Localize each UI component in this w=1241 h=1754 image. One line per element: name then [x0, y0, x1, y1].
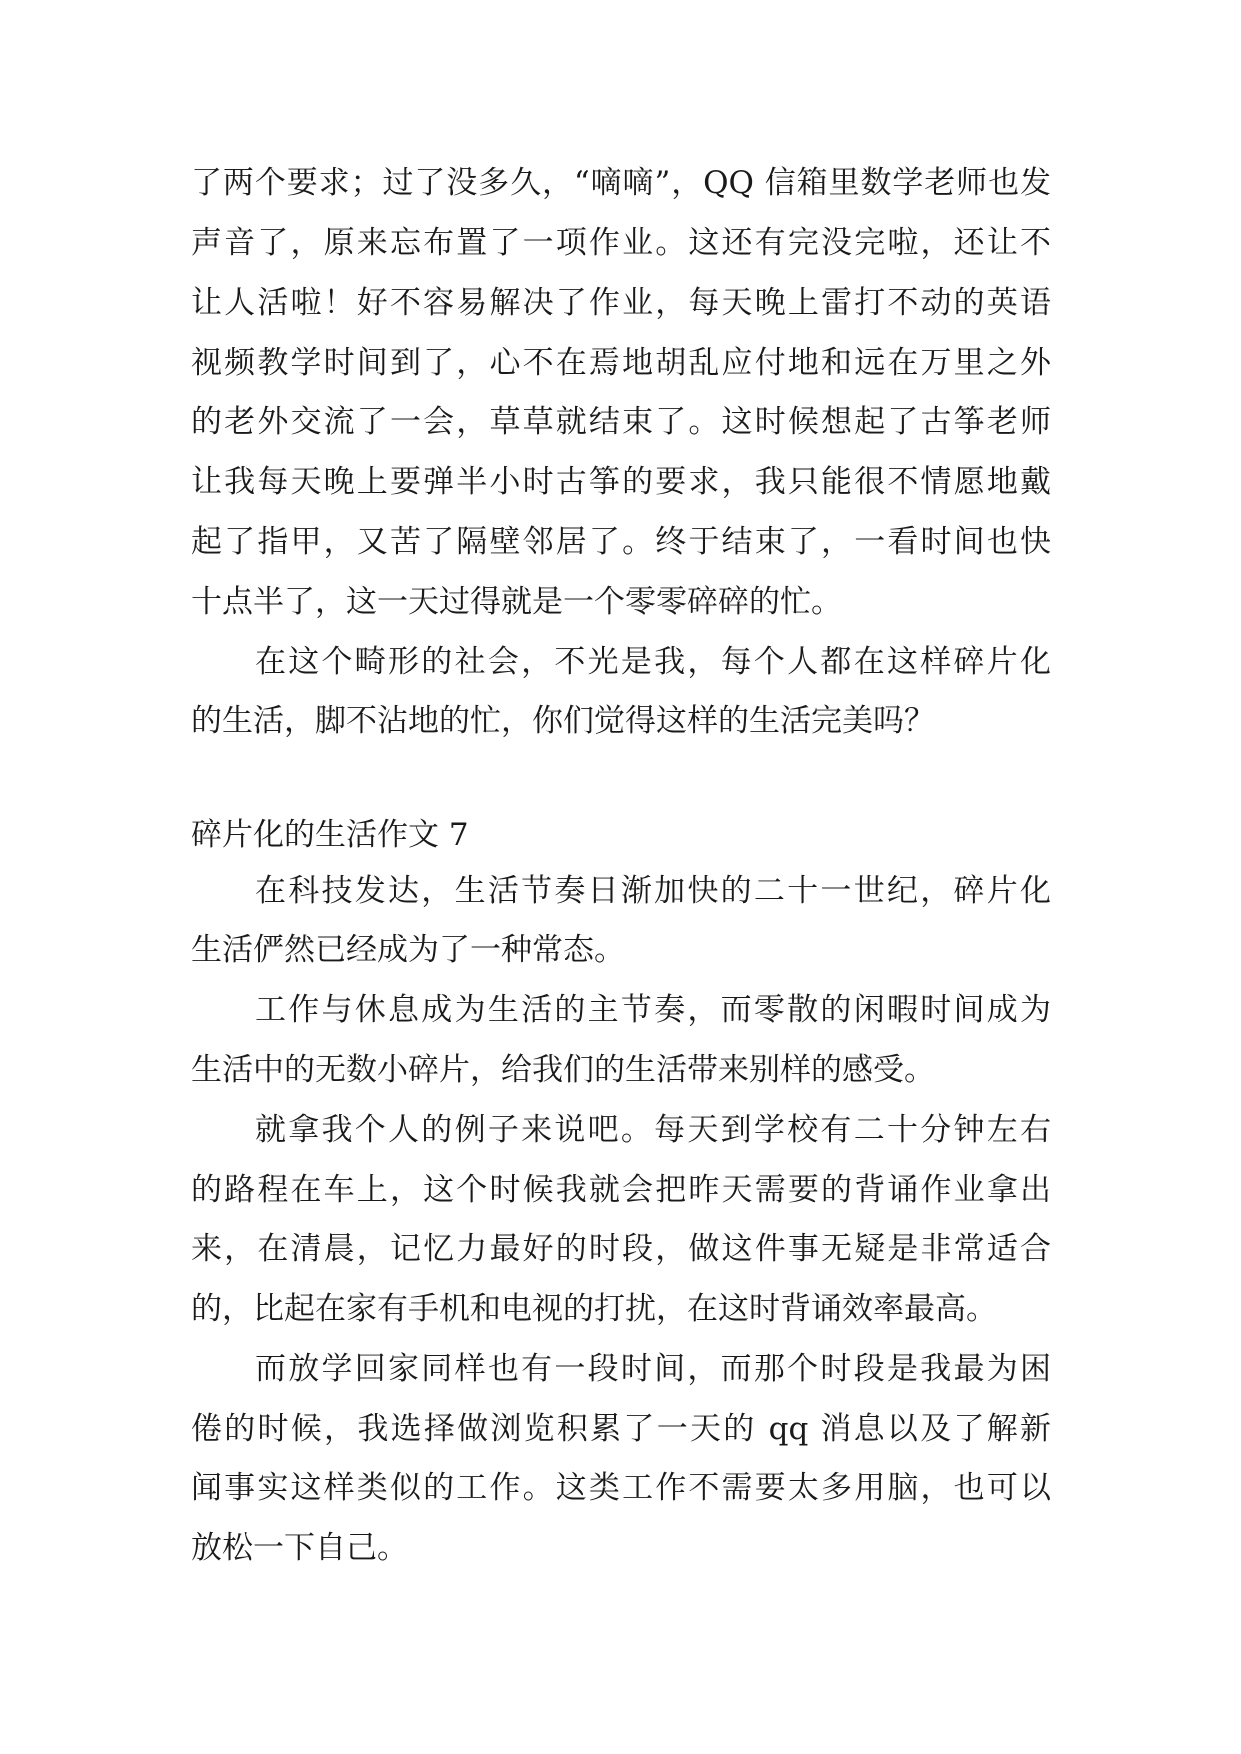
paragraph-first-line: 工作与休息成为生活的主节奏，而零散的闲暇时间成为	[255, 992, 1051, 1028]
text-line: 的路程在车上，这个时候我就会把昨天需要的背诵作业拿出	[191, 1172, 1051, 1208]
text-line: 让我每天晚上要弹半小时古筝的要求，我只能很不情愿地戴	[191, 464, 1051, 500]
text-line: 来，在清晨，记忆力最好的时段，做这件事无疑是非常适合	[191, 1231, 1051, 1267]
text-line: 让人活啦！好不容易解决了作业，每天晚上雷打不动的英语	[191, 285, 1051, 321]
text-line: 的生活，脚不沾地的忙，你们觉得这样的生活完美吗？	[191, 703, 935, 739]
text-line: 放松一下自己。	[191, 1530, 408, 1566]
paragraph-first-line: 而放学回家同样也有一段时间，而那个时段是我最为困	[255, 1351, 1051, 1387]
paragraph-first-line: 就拿我个人的例子来说吧。每天到学校有二十分钟左右	[255, 1112, 1051, 1148]
text-line: 声音了，原来忘布置了一项作业。这还有完没完啦，还让不	[191, 225, 1051, 261]
text-line: 闻事实这样类似的工作。这类工作不需要太多用脑，也可以	[191, 1470, 1051, 1506]
text-line: 起了指甲，又苦了隔壁邻居了。终于结束了，一看时间也快	[191, 524, 1051, 560]
text-line: 了两个要求；过了没多久，“嘀嘀”，QQ 信箱里数学老师也发	[191, 165, 1051, 201]
text-line: 十点半了，这一天过得就是一个零零碎碎的忙。	[191, 584, 842, 620]
text-line: 倦的时候，我选择做浏览积累了一天的 qq 消息以及了解新	[191, 1411, 1051, 1447]
text-line: 生活中的无数小碎片，给我们的生活带来别样的感受。	[191, 1052, 935, 1088]
text-line: 的，比起在家有手机和电视的打扰，在这时背诵效率最高。	[191, 1291, 997, 1327]
section-heading: 碎片化的生活作文 7	[191, 817, 469, 853]
paragraph-first-line: 在这个畸形的社会，不光是我，每个人都在这样碎片化	[255, 644, 1051, 680]
text-line: 生活俨然已经成为了一种常态。	[191, 932, 625, 968]
paragraph-first-line: 在科技发达，生活节奏日渐加快的二十一世纪，碎片化	[255, 873, 1051, 909]
text-line: 的老外交流了一会，草草就结束了。这时候想起了古筝老师	[191, 404, 1051, 440]
text-line: 视频教学时间到了，心不在焉地胡乱应付地和远在万里之外	[191, 345, 1051, 381]
